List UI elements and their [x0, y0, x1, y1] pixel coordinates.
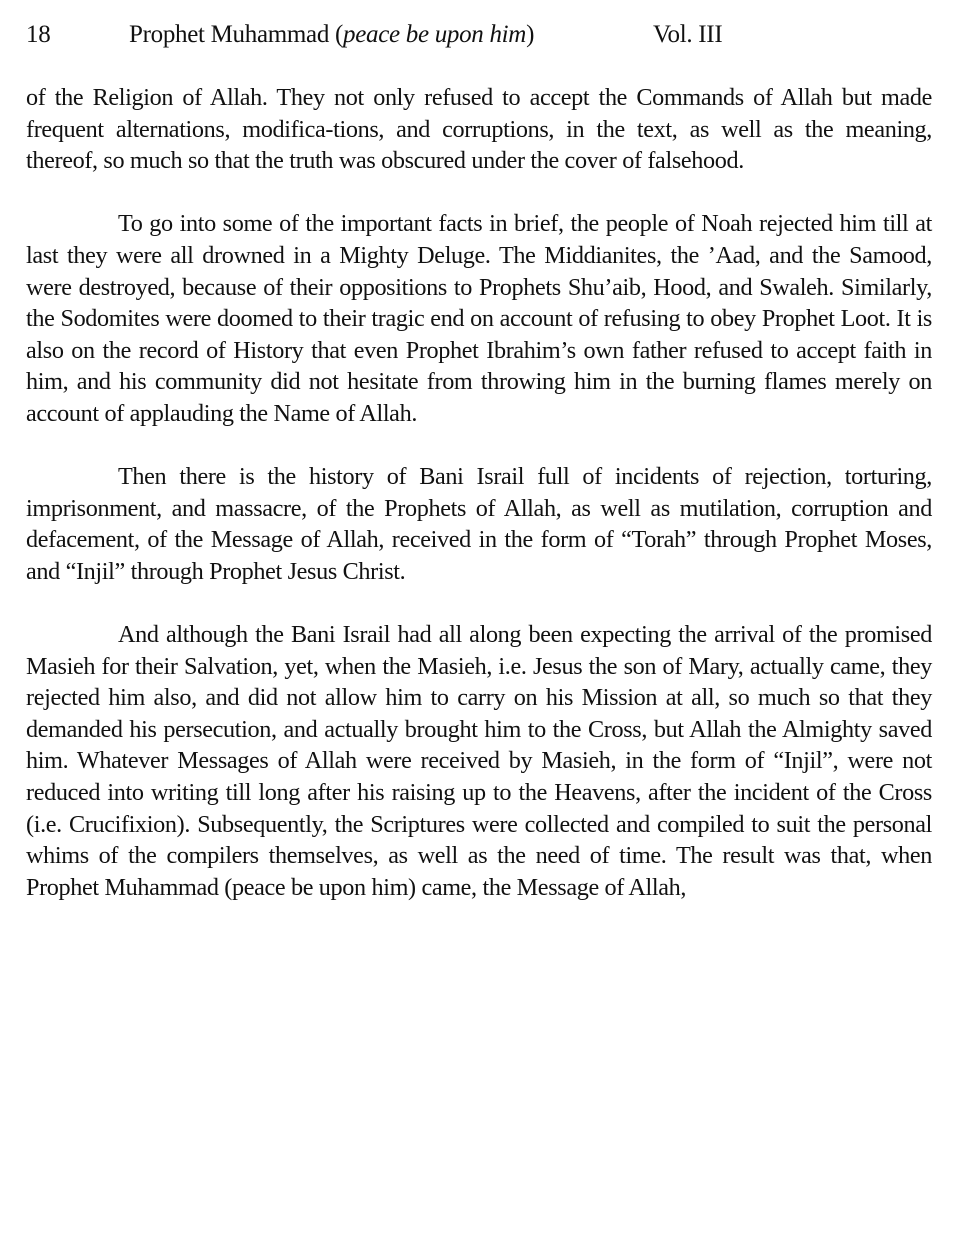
paragraph-4: And although the Bani Israil had all along been expecting the arrival of the promised Masieh for their Salvation, yet, when the Masieh, i.e. Jesus the son of Mary, actually came, they rejected him also, and did not allow him to carry on his Mission at all, so much so that they demanded his persecution, and actually brought him to the Cross, but Allah the Almighty saved him. Whatever Messages of Allah were received by Masieh, in the form of “Injil”, were not reduced into writing till long after his raising up to the Heavens, after the incident of the Cross (i.e. Crucifixion). Subsequently, the Scriptures were collected and compiled to suit the personal whims of the compilers themselves, as well as the need of time. The result was that, when Prophet Muhammad (peace be upon him) came, the Message of Allah, — [26, 621, 932, 901]
book-title-honorific: peace be upon him — [343, 21, 527, 48]
book-title — [129, 18, 534, 52]
paragraph-1: of the Religion of Allah. They not only refused to accept the Commands of Allah but made frequent alternations, modifica-tions, and corruptions, in the text, as well as the meaning, thereof, so much so that the truth was obscured under the cover of falsehood. — [26, 84, 932, 175]
book-title-prefix: Prophet Muhammad ( — [129, 21, 344, 48]
page-body — [26, 82, 932, 903]
running-header — [26, 18, 926, 52]
volume-label: Vol. III — [653, 21, 723, 48]
book-title-suffix: ) — [526, 21, 535, 48]
paragraph-3: Then there is the history of Bani Israil full of incidents of rejection, torturing, imprisonment, and massacre, of the Prophets of Allah, as well as mutilation, corruption and defacement, of the Message of Allah, received in the form of “Torah” through Prophet Moses, and “Injil” through Prophet Jesus Christ. — [26, 463, 932, 585]
page-number: 18 — [26, 21, 51, 48]
paragraph-2: To go into some of the important facts in brief, the people of Noah rejected him till at last they were all drowned in a Mighty Deluge. The Middianites, the ’Aad, and the Samood, were destroyed, because of their oppositions to Prophets Shu’aib, Hood, and Swaleh. Similarly, the Sodomites were doomed to their tragic end on account of refusing to obey Prophet Loot. It is also on the record of History that even Prophet Ibrahim’s own father refused to accept faith in him, and his community did not hesitate from throwing him in the burning flames merely on account of applauding the Name of Allah. — [26, 210, 932, 427]
